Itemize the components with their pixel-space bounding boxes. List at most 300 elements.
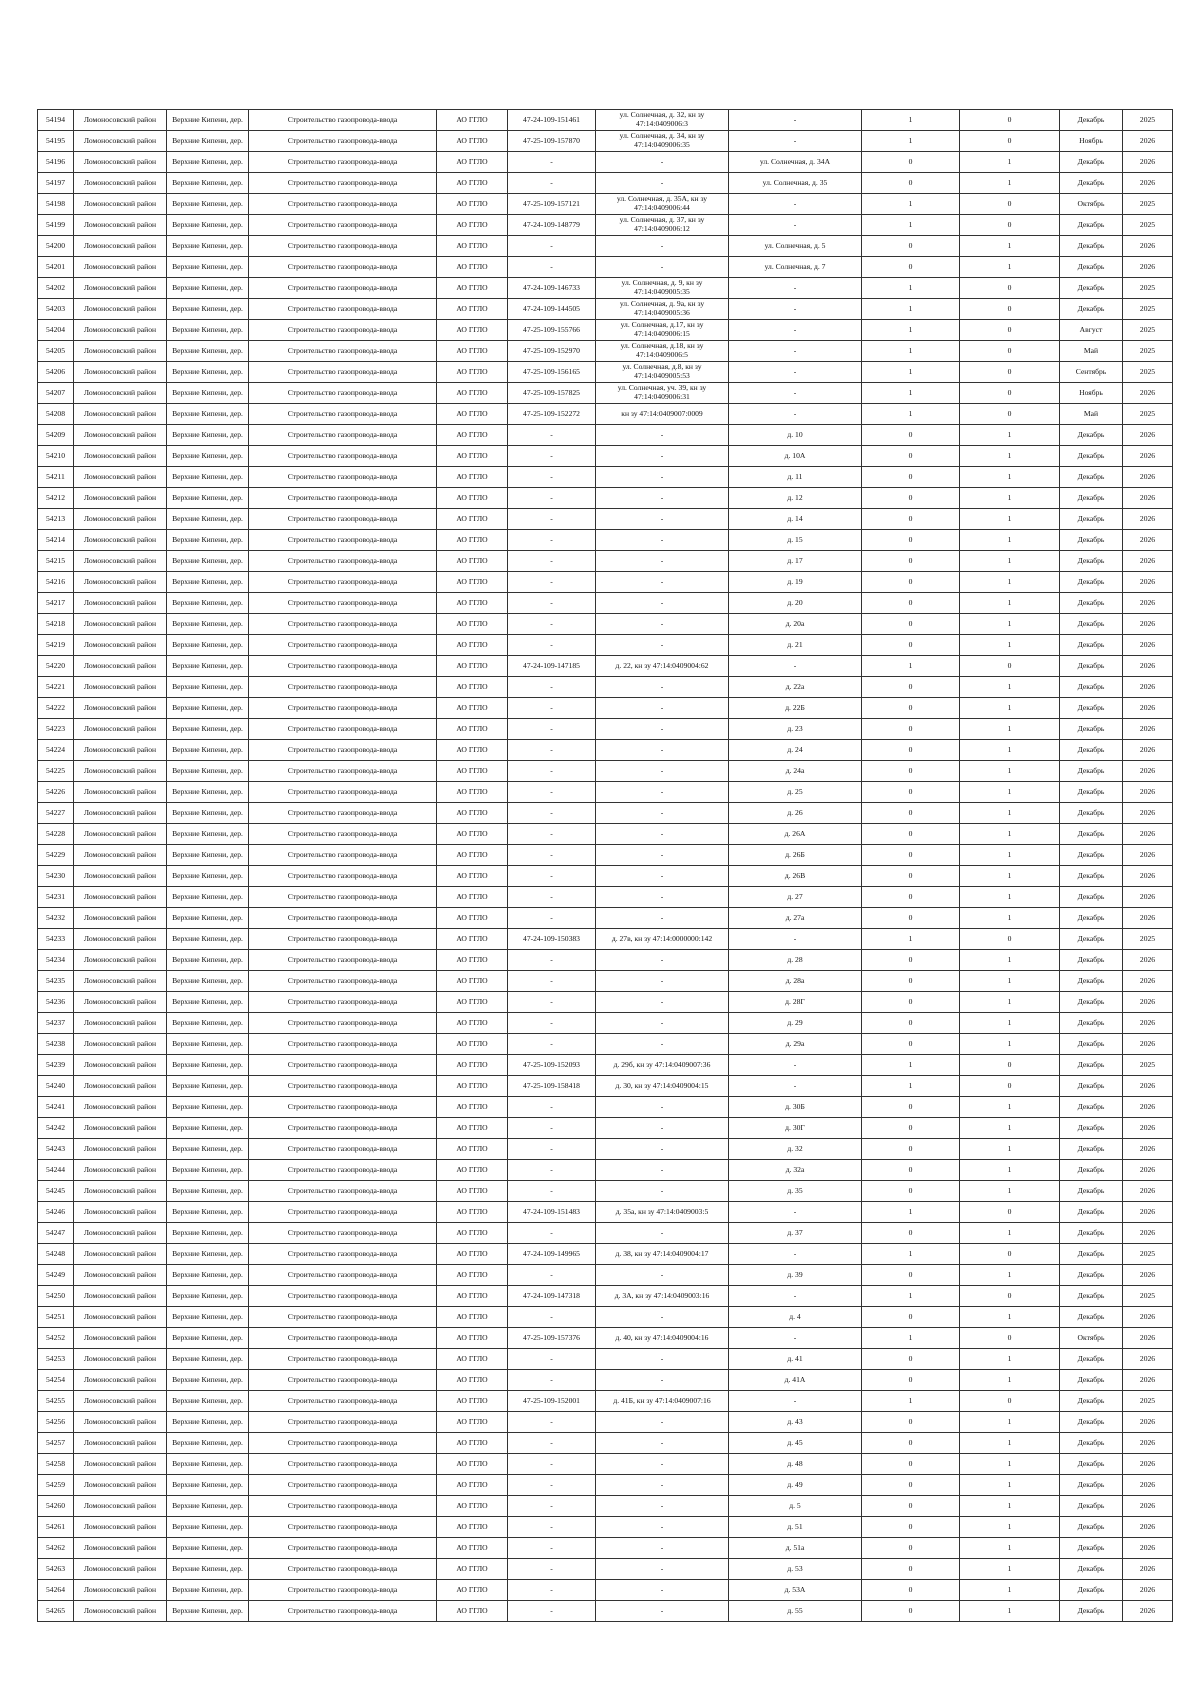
cell-district: Ломоносовский район (74, 908, 167, 929)
cell-id: 54209 (38, 425, 74, 446)
cell-id: 54245 (38, 1181, 74, 1202)
cell-month: Декабрь (1060, 257, 1123, 278)
cell-flag_b: 1 (960, 572, 1060, 593)
cell-flag_b: 1 (960, 1601, 1060, 1622)
cell-month: Декабрь (1060, 530, 1123, 551)
cell-cadastre: - (596, 1307, 729, 1328)
cell-number: - (508, 1538, 596, 1559)
cell-id: 54203 (38, 299, 74, 320)
cell-work: Строительство газопровода-ввода (249, 236, 437, 257)
cell-locality: Верхние Кипени, дер. (167, 656, 249, 677)
cell-id: 54262 (38, 1538, 74, 1559)
cell-number: 47-25-109-152001 (508, 1391, 596, 1412)
cell-org: АО ГГЛО (437, 1097, 508, 1118)
cell-flag_b: 1 (960, 1118, 1060, 1139)
cell-org: АО ГГЛО (437, 152, 508, 173)
table-row (38, 215, 1173, 236)
cell-cadastre: д. 41Б, кн зу 47:14:0409007:16 (596, 1391, 729, 1412)
cell-district: Ломоносовский район (74, 614, 167, 635)
cell-flag_a: 0 (862, 1517, 960, 1538)
cell-org: АО ГГЛО (437, 887, 508, 908)
cell-id: 54205 (38, 341, 74, 362)
cell-cadastre: д. 35а, кн зу 47:14:0409003:5 (596, 1202, 729, 1223)
cell-id: 54258 (38, 1454, 74, 1475)
cell-flag_a: 1 (862, 1328, 960, 1349)
cell-number: - (508, 509, 596, 530)
table-row (38, 530, 1173, 551)
cell-district: Ломоносовский район (74, 320, 167, 341)
cell-address: д. 51а (729, 1538, 862, 1559)
cell-work: Строительство газопровода-ввода (249, 1580, 437, 1601)
cell-flag_b: 1 (960, 1475, 1060, 1496)
cell-number: - (508, 761, 596, 782)
cell-district: Ломоносовский район (74, 530, 167, 551)
cell-month: Декабрь (1060, 173, 1123, 194)
cell-flag_a: 0 (862, 1013, 960, 1034)
cell-year: 2026 (1123, 635, 1173, 656)
cell-month: Декабрь (1060, 1391, 1123, 1412)
cell-address: д. 55 (729, 1601, 862, 1622)
cell-number: - (508, 1517, 596, 1538)
cell-cadastre: - (596, 803, 729, 824)
cell-number: - (508, 530, 596, 551)
cell-number: - (508, 1097, 596, 1118)
cell-year: 2026 (1123, 950, 1173, 971)
cell-cadastre: д. 22, кн зу 47:14:0409004:62 (596, 656, 729, 677)
cell-month: Ноябрь (1060, 131, 1123, 152)
cell-district: Ломоносовский район (74, 866, 167, 887)
cell-work: Строительство газопровода-ввода (249, 1013, 437, 1034)
table-row (38, 341, 1173, 362)
cell-flag_a: 1 (862, 215, 960, 236)
cell-work: Строительство газопровода-ввода (249, 299, 437, 320)
cell-locality: Верхние Кипени, дер. (167, 215, 249, 236)
cell-id: 54194 (38, 110, 74, 131)
cell-id: 54263 (38, 1559, 74, 1580)
cell-org: АО ГГЛО (437, 110, 508, 131)
cell-locality: Верхние Кипени, дер. (167, 1223, 249, 1244)
cell-flag_b: 1 (960, 614, 1060, 635)
cell-org: АО ГГЛО (437, 257, 508, 278)
cell-id: 54229 (38, 845, 74, 866)
cell-month: Декабрь (1060, 1517, 1123, 1538)
cell-number: - (508, 971, 596, 992)
cell-flag_b: 0 (960, 299, 1060, 320)
cell-id: 54265 (38, 1601, 74, 1622)
cell-cadastre: - (596, 1265, 729, 1286)
cell-flag_a: 1 (862, 1055, 960, 1076)
cell-month: Декабрь (1060, 698, 1123, 719)
cell-address: д. 24 (729, 740, 862, 761)
cell-flag_b: 1 (960, 530, 1060, 551)
cell-id: 54230 (38, 866, 74, 887)
cell-work: Строительство газопровода-ввода (249, 845, 437, 866)
cell-cadastre: - (596, 908, 729, 929)
cell-year: 2025 (1123, 278, 1173, 299)
cell-month: Декабрь (1060, 425, 1123, 446)
cell-work: Строительство газопровода-ввода (249, 1265, 437, 1286)
cell-work: Строительство газопровода-ввода (249, 698, 437, 719)
cell-address: д. 24а (729, 761, 862, 782)
cell-id: 54225 (38, 761, 74, 782)
cell-cadastre: - (596, 1559, 729, 1580)
cell-flag_b: 1 (960, 698, 1060, 719)
cell-id: 54214 (38, 530, 74, 551)
cell-work: Строительство газопровода-ввода (249, 110, 437, 131)
cell-address: д. 43 (729, 1412, 862, 1433)
cell-month: Декабрь (1060, 1013, 1123, 1034)
cell-org: АО ГГЛО (437, 1307, 508, 1328)
cell-org: АО ГГЛО (437, 635, 508, 656)
cell-year: 2026 (1123, 131, 1173, 152)
cell-number: - (508, 908, 596, 929)
cell-number: - (508, 1559, 596, 1580)
cell-month: Декабрь (1060, 782, 1123, 803)
cell-org: АО ГГЛО (437, 425, 508, 446)
cell-district: Ломоносовский район (74, 1433, 167, 1454)
cell-flag_a: 0 (862, 509, 960, 530)
cell-flag_b: 1 (960, 1097, 1060, 1118)
cell-flag_b: 1 (960, 1370, 1060, 1391)
cell-id: 54236 (38, 992, 74, 1013)
cell-number: - (508, 1412, 596, 1433)
cell-org: АО ГГЛО (437, 1601, 508, 1622)
cell-org: АО ГГЛО (437, 1160, 508, 1181)
table-row (38, 1601, 1173, 1622)
cell-work: Строительство газопровода-ввода (249, 1433, 437, 1454)
cell-address: д. 30Г (729, 1118, 862, 1139)
table-row (38, 656, 1173, 677)
cell-work: Строительство газопровода-ввода (249, 509, 437, 530)
cell-flag_b: 1 (960, 887, 1060, 908)
cell-month: Декабрь (1060, 467, 1123, 488)
cell-number: - (508, 257, 596, 278)
cell-year: 2026 (1123, 803, 1173, 824)
cell-flag_a: 0 (862, 425, 960, 446)
cell-cadastre: - (596, 488, 729, 509)
cell-id: 54252 (38, 1328, 74, 1349)
table-row (38, 1202, 1173, 1223)
cell-year: 2026 (1123, 488, 1173, 509)
cell-id: 54234 (38, 950, 74, 971)
cell-cadastre: ул. Солнечная, д. 37, кн зу 47:14:0409006:12 (596, 215, 729, 236)
cell-org: АО ГГЛО (437, 131, 508, 152)
cell-number: - (508, 1601, 596, 1622)
cell-month: Декабрь (1060, 1454, 1123, 1475)
cell-district: Ломоносовский район (74, 299, 167, 320)
cell-work: Строительство газопровода-ввода (249, 635, 437, 656)
cell-number: - (508, 1181, 596, 1202)
table-row (38, 1580, 1173, 1601)
cell-district: Ломоносовский район (74, 1160, 167, 1181)
cell-flag_b: 1 (960, 236, 1060, 257)
table-row (38, 803, 1173, 824)
cell-id: 54254 (38, 1370, 74, 1391)
cell-year: 2026 (1123, 257, 1173, 278)
cell-year: 2026 (1123, 656, 1173, 677)
cell-id: 54219 (38, 635, 74, 656)
cell-locality: Верхние Кипени, дер. (167, 740, 249, 761)
cell-year: 2026 (1123, 1181, 1173, 1202)
cell-work: Строительство газопровода-ввода (249, 1118, 437, 1139)
cell-number: - (508, 803, 596, 824)
cell-flag_b: 1 (960, 488, 1060, 509)
cell-org: АО ГГЛО (437, 1139, 508, 1160)
cell-org: АО ГГЛО (437, 236, 508, 257)
cell-year: 2026 (1123, 551, 1173, 572)
cell-work: Строительство газопровода-ввода (249, 383, 437, 404)
cell-district: Ломоносовский район (74, 929, 167, 950)
cell-locality: Верхние Кипени, дер. (167, 1538, 249, 1559)
cell-flag_b: 1 (960, 425, 1060, 446)
cell-number: 47-25-109-152970 (508, 341, 596, 362)
cell-flag_b: 0 (960, 1202, 1060, 1223)
cell-org: АО ГГЛО (437, 215, 508, 236)
cell-work: Строительство газопровода-ввода (249, 677, 437, 698)
cell-id: 54259 (38, 1475, 74, 1496)
cell-year: 2026 (1123, 677, 1173, 698)
cell-locality: Верхние Кипени, дер. (167, 1391, 249, 1412)
cell-work: Строительство газопровода-ввода (249, 1286, 437, 1307)
cell-district: Ломоносовский район (74, 677, 167, 698)
cell-year: 2025 (1123, 299, 1173, 320)
cell-number: 47-25-109-155766 (508, 320, 596, 341)
cell-org: АО ГГЛО (437, 1286, 508, 1307)
cell-id: 54235 (38, 971, 74, 992)
cell-locality: Верхние Кипени, дер. (167, 341, 249, 362)
cell-district: Ломоносовский район (74, 1370, 167, 1391)
table-row (38, 257, 1173, 278)
cell-flag_a: 0 (862, 467, 960, 488)
cell-flag_a: 0 (862, 1538, 960, 1559)
table-row (38, 1349, 1173, 1370)
cell-address: д. 26Б (729, 845, 862, 866)
cell-locality: Верхние Кипени, дер. (167, 929, 249, 950)
cell-flag_a: 0 (862, 677, 960, 698)
cell-work: Строительство газопровода-ввода (249, 1454, 437, 1475)
cell-locality: Верхние Кипени, дер. (167, 1559, 249, 1580)
cell-number: 47-24-109-150383 (508, 929, 596, 950)
cell-year: 2025 (1123, 1244, 1173, 1265)
cell-locality: Верхние Кипени, дер. (167, 1181, 249, 1202)
cell-month: Декабрь (1060, 1349, 1123, 1370)
cell-work: Строительство газопровода-ввода (249, 278, 437, 299)
cell-cadastre: - (596, 782, 729, 803)
table-row (38, 719, 1173, 740)
cell-month: Декабрь (1060, 1202, 1123, 1223)
cell-address: д. 10 (729, 425, 862, 446)
cell-locality: Верхние Кипени, дер. (167, 320, 249, 341)
cell-cadastre: ул. Солнечная, д.18, кн зу 47:14:0409006:5 (596, 341, 729, 362)
cell-address: д. 28Г (729, 992, 862, 1013)
cell-cadastre: - (596, 467, 729, 488)
cell-cadastre: д. 38, кн зу 47:14:0409004:17 (596, 1244, 729, 1265)
cell-flag_a: 0 (862, 1475, 960, 1496)
cell-year: 2026 (1123, 761, 1173, 782)
table-row (38, 446, 1173, 467)
cell-cadastre: - (596, 866, 729, 887)
cell-locality: Верхние Кипени, дер. (167, 194, 249, 215)
cell-work: Строительство газопровода-ввода (249, 614, 437, 635)
cell-org: АО ГГЛО (437, 488, 508, 509)
cell-org: АО ГГЛО (437, 1223, 508, 1244)
cell-month: Декабрь (1060, 1433, 1123, 1454)
cell-address: - (729, 362, 862, 383)
cell-year: 2025 (1123, 1286, 1173, 1307)
table-row (38, 1118, 1173, 1139)
cell-cadastre: - (596, 572, 729, 593)
cell-month: Декабрь (1060, 1538, 1123, 1559)
cell-org: АО ГГЛО (437, 971, 508, 992)
cell-flag_b: 1 (960, 1496, 1060, 1517)
cell-number: - (508, 236, 596, 257)
cell-flag_a: 0 (862, 1139, 960, 1160)
cell-org: АО ГГЛО (437, 845, 508, 866)
table-row (38, 1307, 1173, 1328)
cell-flag_a: 1 (862, 1244, 960, 1265)
cell-locality: Верхние Кипени, дер. (167, 236, 249, 257)
cell-locality: Верхние Кипени, дер. (167, 425, 249, 446)
table-row (38, 1475, 1173, 1496)
cell-address: - (729, 278, 862, 299)
cell-number: - (508, 824, 596, 845)
cell-work: Строительство газопровода-ввода (249, 320, 437, 341)
cell-address: д. 20а (729, 614, 862, 635)
cell-flag_b: 0 (960, 404, 1060, 425)
cell-cadastre: - (596, 761, 729, 782)
cell-locality: Верхние Кипени, дер. (167, 593, 249, 614)
cell-address: д. 32а (729, 1160, 862, 1181)
cell-district: Ломоносовский район (74, 278, 167, 299)
cell-flag_a: 0 (862, 908, 960, 929)
cell-id: 54213 (38, 509, 74, 530)
cell-cadastre: - (596, 530, 729, 551)
cell-work: Строительство газопровода-ввода (249, 1349, 437, 1370)
cell-id: 54250 (38, 1286, 74, 1307)
cell-work: Строительство газопровода-ввода (249, 1307, 437, 1328)
cell-work: Строительство газопровода-ввода (249, 1475, 437, 1496)
cell-number: 47-25-109-157376 (508, 1328, 596, 1349)
cell-month: Май (1060, 404, 1123, 425)
cell-flag_a: 0 (862, 446, 960, 467)
cell-month: Декабрь (1060, 866, 1123, 887)
cell-address: - (729, 656, 862, 677)
cell-address: ул. Солнечная, д. 34А (729, 152, 862, 173)
cell-locality: Верхние Кипени, дер. (167, 1328, 249, 1349)
cell-address: - (729, 194, 862, 215)
table-row (38, 320, 1173, 341)
cell-id: 54217 (38, 593, 74, 614)
cell-month: Декабрь (1060, 509, 1123, 530)
cell-address: - (729, 929, 862, 950)
cell-address: - (729, 1244, 862, 1265)
cell-locality: Верхние Кипени, дер. (167, 1202, 249, 1223)
cell-month: Декабрь (1060, 677, 1123, 698)
cell-org: АО ГГЛО (437, 698, 508, 719)
cell-org: АО ГГЛО (437, 383, 508, 404)
cell-year: 2026 (1123, 467, 1173, 488)
table-row (38, 1454, 1173, 1475)
cell-number: - (508, 1265, 596, 1286)
cell-work: Строительство газопровода-ввода (249, 173, 437, 194)
cell-district: Ломоносовский район (74, 593, 167, 614)
cell-district: Ломоносовский район (74, 1496, 167, 1517)
cell-id: 54207 (38, 383, 74, 404)
cell-id: 54239 (38, 1055, 74, 1076)
cell-locality: Верхние Кипени, дер. (167, 257, 249, 278)
cell-address: - (729, 404, 862, 425)
cell-district: Ломоносовский район (74, 887, 167, 908)
cell-locality: Верхние Кипени, дер. (167, 803, 249, 824)
cell-org: АО ГГЛО (437, 1265, 508, 1286)
cell-id: 54198 (38, 194, 74, 215)
cell-year: 2025 (1123, 1391, 1173, 1412)
cell-district: Ломоносовский район (74, 845, 167, 866)
cell-year: 2026 (1123, 698, 1173, 719)
cell-flag_a: 1 (862, 1391, 960, 1412)
cell-work: Строительство газопровода-ввода (249, 740, 437, 761)
table-row (38, 509, 1173, 530)
cell-flag_a: 0 (862, 551, 960, 572)
cell-flag_a: 0 (862, 782, 960, 803)
cell-month: Декабрь (1060, 1223, 1123, 1244)
table-row (38, 1517, 1173, 1538)
table-row (38, 1055, 1173, 1076)
cell-address: - (729, 1391, 862, 1412)
cell-year: 2026 (1123, 719, 1173, 740)
cell-month: Декабрь (1060, 971, 1123, 992)
cell-cadastre: - (596, 1097, 729, 1118)
cell-address: - (729, 1328, 862, 1349)
cell-work: Строительство газопровода-ввода (249, 1538, 437, 1559)
cell-flag_a: 0 (862, 950, 960, 971)
cell-work: Строительство газопровода-ввода (249, 1223, 437, 1244)
cell-number: - (508, 1370, 596, 1391)
cell-org: АО ГГЛО (437, 509, 508, 530)
table-row (38, 908, 1173, 929)
cell-flag_a: 0 (862, 887, 960, 908)
cell-district: Ломоносовский район (74, 992, 167, 1013)
cell-cadastre: - (596, 992, 729, 1013)
cell-locality: Верхние Кипени, дер. (167, 1160, 249, 1181)
cell-district: Ломоносовский район (74, 740, 167, 761)
table-row (38, 383, 1173, 404)
cell-org: АО ГГЛО (437, 656, 508, 677)
cell-number: 47-24-109-151483 (508, 1202, 596, 1223)
cell-number: - (508, 152, 596, 173)
cell-locality: Верхние Кипени, дер. (167, 362, 249, 383)
cell-cadastre: - (596, 1139, 729, 1160)
cell-id: 54261 (38, 1517, 74, 1538)
cell-district: Ломоносовский район (74, 131, 167, 152)
cell-locality: Верхние Кипени, дер. (167, 635, 249, 656)
table-row (38, 992, 1173, 1013)
cell-org: АО ГГЛО (437, 1244, 508, 1265)
cell-flag_a: 0 (862, 1370, 960, 1391)
cell-work: Строительство газопровода-ввода (249, 971, 437, 992)
table-row (38, 488, 1173, 509)
cell-flag_a: 0 (862, 1580, 960, 1601)
cell-number: - (508, 1160, 596, 1181)
cell-cadastre: - (596, 950, 729, 971)
cell-district: Ломоносовский район (74, 467, 167, 488)
cell-year: 2025 (1123, 362, 1173, 383)
cell-flag_b: 1 (960, 740, 1060, 761)
cell-locality: Верхние Кипени, дер. (167, 719, 249, 740)
cell-flag_b: 1 (960, 824, 1060, 845)
cell-address: - (729, 383, 862, 404)
cell-number: 47-25-109-152272 (508, 404, 596, 425)
